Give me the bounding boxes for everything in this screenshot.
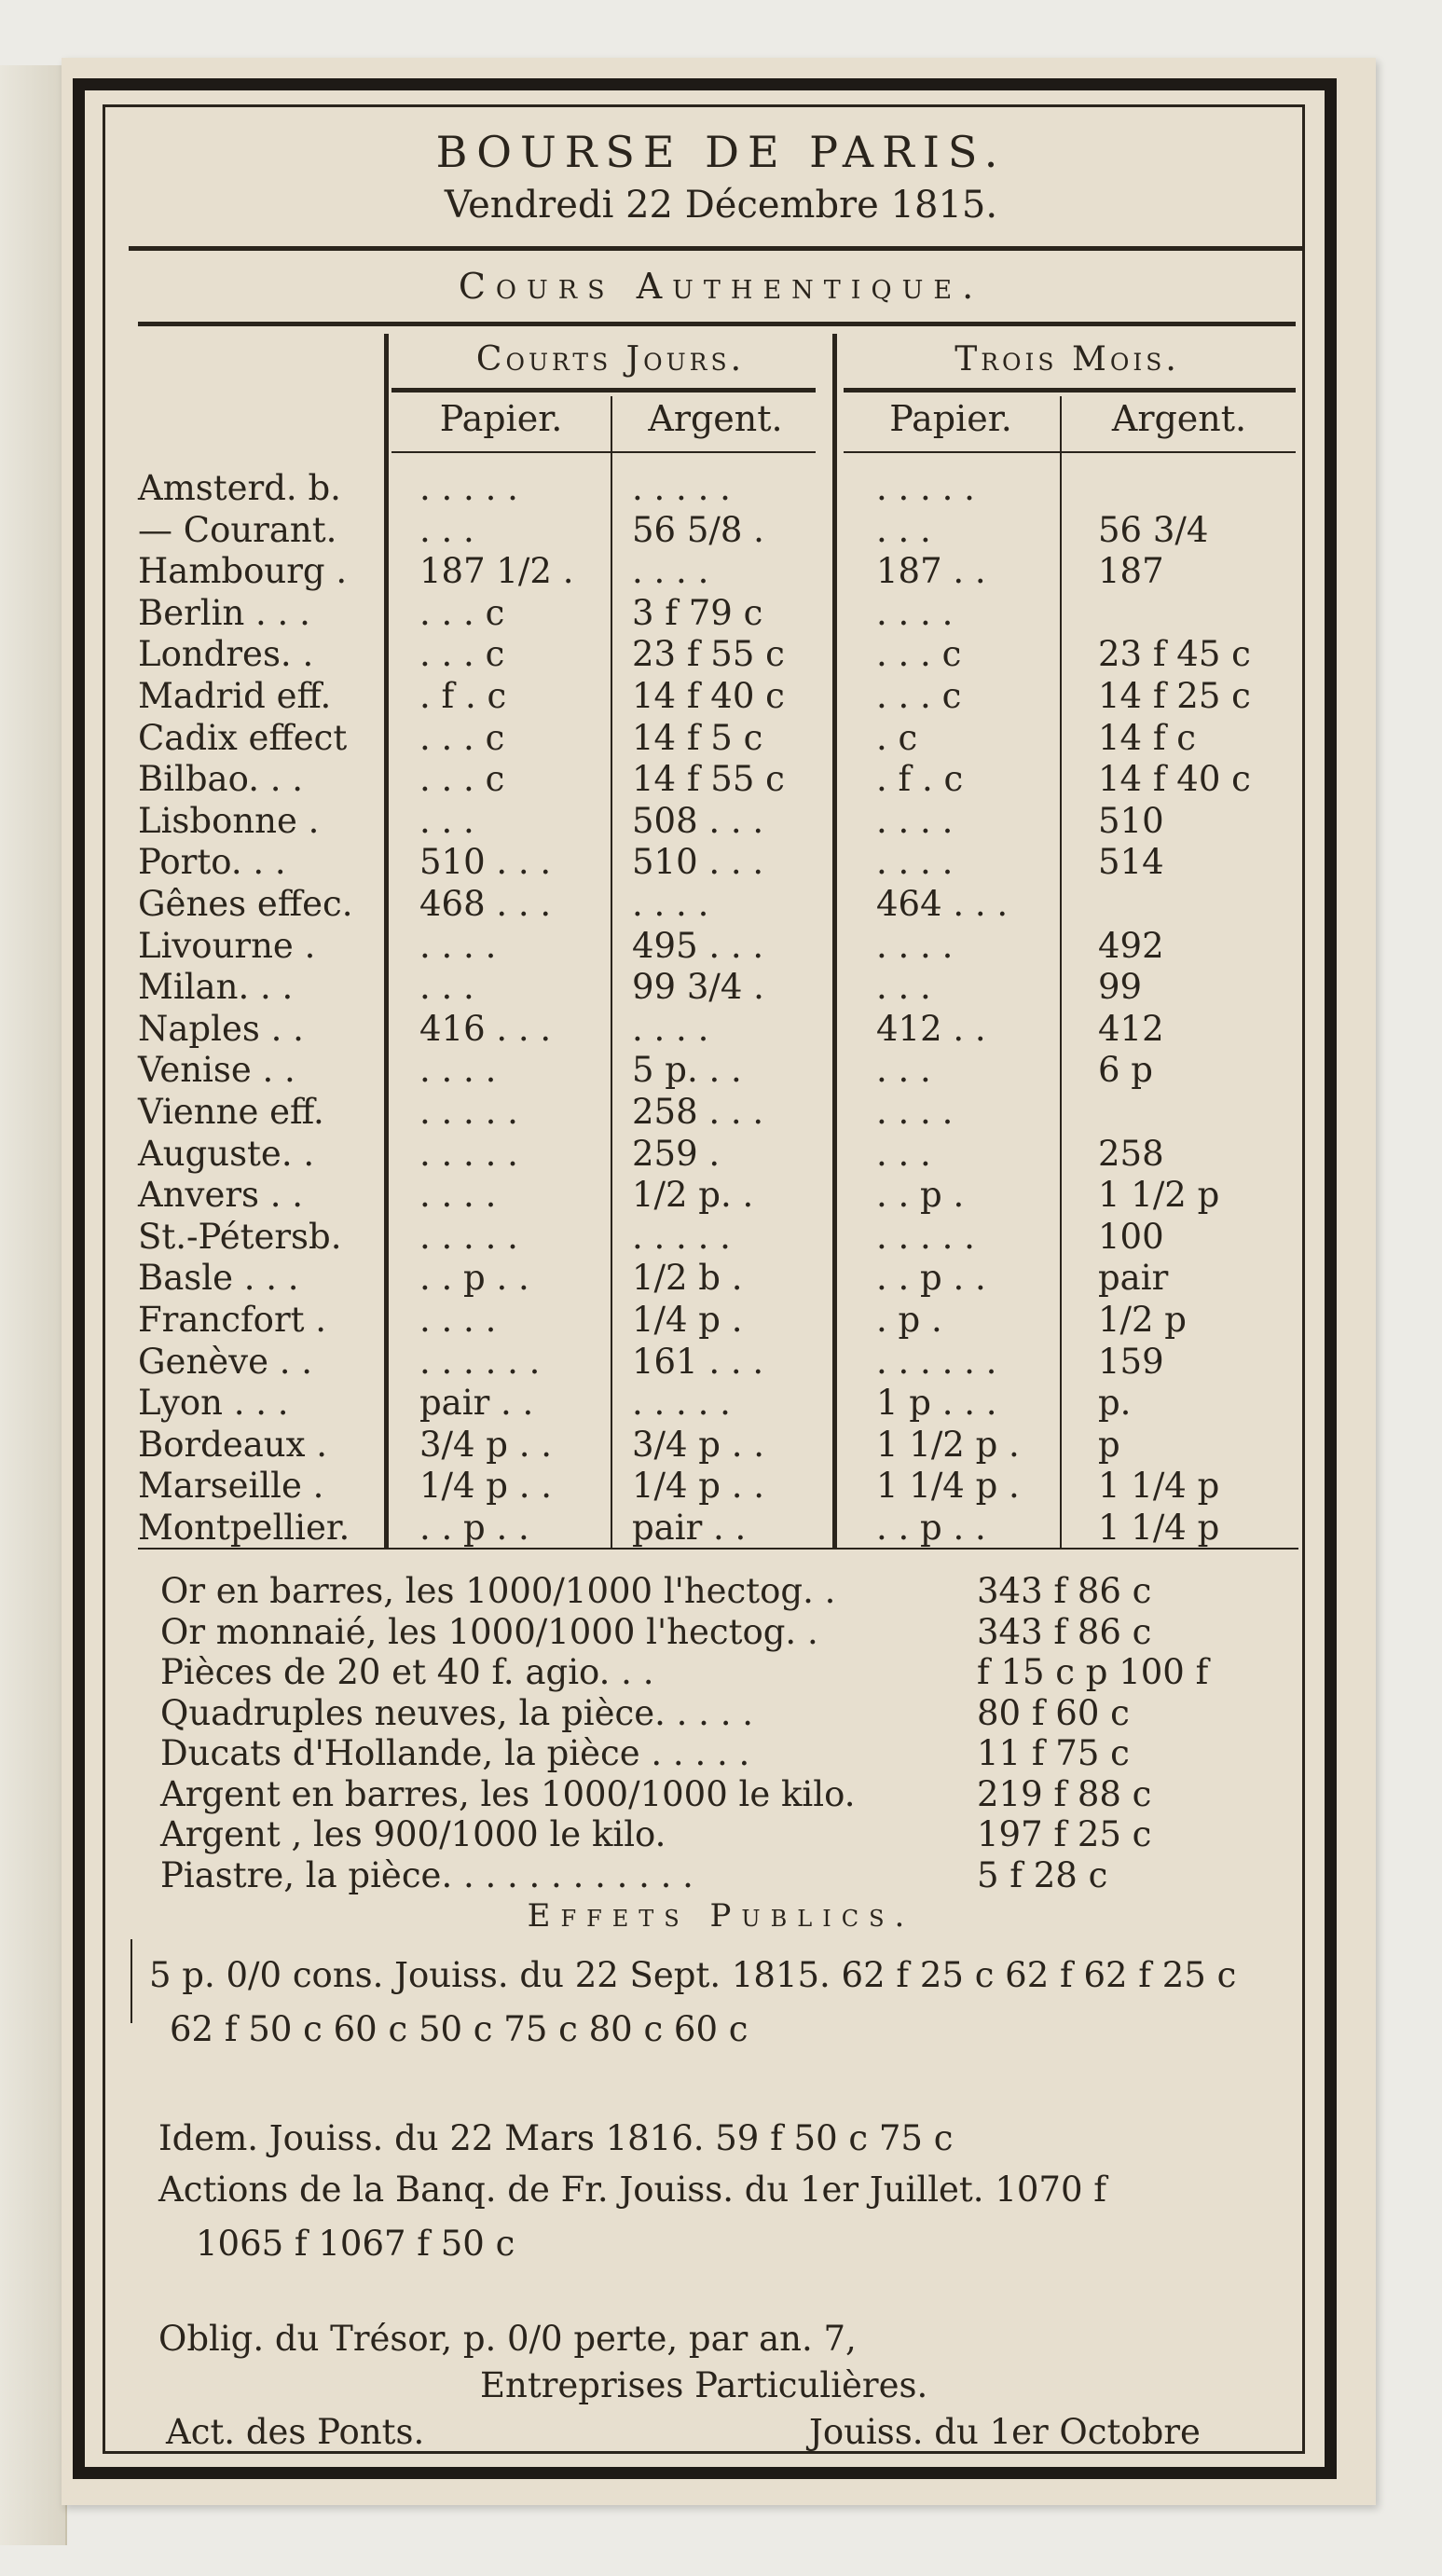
rate-trois-papier: 1 p . . .: [876, 1383, 997, 1423]
col-argent-2: Argent.: [1111, 398, 1247, 439]
rate-courts-papier: . . . . .: [419, 1092, 518, 1132]
metal-label: Or monnaié, les 1000/1000 l'hectog. .: [160, 1612, 818, 1652]
page-date: Vendredi 22 Décembre 1815.: [444, 184, 998, 227]
column-rule-1: [384, 334, 389, 1548]
rate-courts-argent: 259 .: [632, 1134, 721, 1174]
section-divider: [138, 322, 1296, 326]
rate-trois-argent: p: [1098, 1425, 1120, 1465]
rate-trois-papier: . f . c: [876, 759, 964, 799]
rate-trois-papier: 1 1/2 p .: [876, 1425, 1020, 1465]
metal-value: 343 f 86 c: [977, 1612, 1152, 1652]
rate-trois-argent: 100: [1098, 1217, 1164, 1257]
metal-value: 343 f 86 c: [977, 1571, 1152, 1611]
rate-courts-papier: . . .: [419, 510, 474, 550]
sub2-underline: [844, 451, 1296, 453]
rate-place: Auguste. .: [138, 1134, 315, 1174]
rate-courts-papier: . . . c: [419, 759, 505, 799]
rate-courts-argent: . . . . .: [632, 468, 731, 508]
rate-courts-argent: . . . . .: [632, 1383, 731, 1423]
effets-line-5: 1065 f 1067 f 50 c: [196, 2224, 515, 2264]
metal-value: 219 f 88 c: [977, 1774, 1152, 1814]
rate-courts-papier: . . . .: [419, 1175, 497, 1215]
rate-trois-papier: . . .: [876, 967, 931, 1007]
effets-line-8-left: Act. des Ponts.: [166, 2412, 425, 2452]
rate-courts-argent: . . . .: [632, 884, 709, 924]
metal-label: Argent en barres, les 1000/1000 le kilo.: [160, 1774, 856, 1814]
rate-place: Milan. . .: [138, 967, 294, 1007]
rate-courts-argent: pair . .: [632, 1508, 747, 1548]
sub1-underline: [391, 451, 816, 453]
rate-place: Genève . .: [138, 1342, 313, 1382]
rate-courts-papier: 1/4 p . .: [419, 1466, 553, 1506]
rate-trois-argent: 187: [1098, 551, 1164, 591]
rate-courts-papier: . . . . .: [419, 1134, 518, 1174]
metal-label: Quadruples neuves, la pièce. . . . .: [160, 1693, 753, 1733]
rate-courts-papier: 187 1/2 .: [419, 551, 574, 591]
effets-line-7: Entreprises Particulières.: [480, 2365, 928, 2405]
rate-trois-papier: . . . . . .: [876, 1342, 997, 1382]
rate-courts-papier: . . . . .: [419, 1217, 518, 1257]
rate-courts-argent: 508 . . .: [632, 801, 764, 841]
column-rule-3: [832, 334, 837, 1548]
rate-trois-argent: 14 f 40 c: [1098, 759, 1251, 799]
rate-courts-papier: . . p . .: [419, 1508, 529, 1548]
col-papier-2: Papier.: [889, 398, 1012, 439]
rate-trois-papier: 464 . . .: [876, 884, 1009, 924]
column-rule-2: [611, 396, 612, 1548]
rate-trois-papier: . . . . .: [876, 1217, 975, 1257]
rate-place: Marseille .: [138, 1466, 324, 1506]
metal-label: Argent , les 900/1000 le kilo.: [160, 1814, 666, 1854]
rate-place: Gênes effec.: [138, 884, 353, 924]
rate-trois-argent: 14 f 25 c: [1098, 676, 1251, 716]
rate-trois-papier: . . p .: [876, 1175, 965, 1215]
rate-trois-argent: 14 f c: [1098, 718, 1197, 758]
metal-label: Ducats d'Hollande, la pièce . . . . .: [160, 1733, 750, 1773]
rate-trois-papier: . . . .: [876, 1092, 954, 1132]
rate-courts-argent: 1/4 p . .: [632, 1466, 765, 1506]
metal-value: f 15 c p 100 f: [977, 1652, 1209, 1692]
rate-place: Anvers . .: [138, 1175, 304, 1215]
rate-courts-argent: . . . .: [632, 1009, 709, 1049]
rate-courts-argent: 56 5/8 .: [632, 510, 764, 550]
group1-underline: [391, 388, 816, 393]
rate-courts-papier: . . . .: [419, 1050, 497, 1090]
group2-underline: [844, 388, 1296, 393]
rate-courts-argent: 161 . . .: [632, 1342, 764, 1382]
rate-courts-papier: . . p . .: [419, 1258, 529, 1298]
column-rule-4: [1060, 396, 1062, 1548]
rate-place: Porto. . .: [138, 842, 286, 882]
rate-courts-papier: 468 . . .: [419, 884, 552, 924]
rate-trois-argent: 56 3/4: [1098, 510, 1209, 550]
col-argent-1: Argent.: [648, 398, 783, 439]
rate-courts-argent: 23 f 55 c: [632, 634, 785, 674]
column-group-trois-mois: Trois Mois.: [954, 340, 1180, 379]
rate-courts-papier: . . . .: [419, 926, 497, 966]
rate-trois-papier: . . .: [876, 1050, 931, 1090]
rate-courts-papier: . . . . . .: [419, 1342, 541, 1382]
rate-trois-papier: . . p . .: [876, 1258, 986, 1298]
rate-trois-papier: . . . . .: [876, 468, 975, 508]
rate-trois-argent: 510: [1098, 801, 1164, 841]
rate-trois-papier: 187 . .: [876, 551, 986, 591]
rate-courts-argent: 14 f 5 c: [632, 718, 763, 758]
rate-trois-papier: . . . .: [876, 593, 954, 633]
rate-trois-papier: 1 1/4 p .: [876, 1466, 1020, 1506]
rate-place: Bordeaux .: [138, 1425, 328, 1465]
effets-line-4: Actions de la Banq. de Fr. Jouiss. du 1er Juillet. 1070 f: [158, 2170, 1106, 2210]
rate-courts-papier: 510 . . .: [419, 842, 552, 882]
rate-courts-papier: 3/4 p . .: [419, 1425, 553, 1465]
rate-trois-papier: . . .: [876, 1134, 931, 1174]
rate-courts-argent: 3 f 79 c: [632, 593, 763, 633]
rate-trois-papier: . . . .: [876, 926, 954, 966]
rate-trois-argent: 258: [1098, 1134, 1164, 1174]
rate-courts-papier: . . . .: [419, 1300, 497, 1340]
rate-place: Vienne eff.: [138, 1092, 324, 1132]
metal-label: Piastre, la pièce. . . . . . . . . . . .: [160, 1855, 694, 1895]
rate-place: Lisbonne .: [138, 801, 320, 841]
rate-trois-argent: 99: [1098, 967, 1143, 1007]
rate-courts-papier: . . .: [419, 801, 474, 841]
rate-courts-argent: 1/2 b .: [632, 1258, 743, 1298]
rate-trois-papier: . . p . .: [876, 1508, 986, 1548]
rate-place: Londres. .: [138, 634, 314, 674]
rate-trois-argent: 514: [1098, 842, 1164, 882]
rate-courts-argent: 3/4 p . .: [632, 1425, 765, 1465]
rate-place: St.-Pétersb.: [138, 1217, 342, 1257]
column-group-courts-jours: Courts Jours.: [475, 340, 746, 379]
metal-value: 11 f 75 c: [977, 1733, 1130, 1773]
rate-trois-argent: 492: [1098, 926, 1164, 966]
rate-place: Lyon . . .: [138, 1383, 289, 1423]
rate-place: Montpellier.: [138, 1508, 350, 1548]
col-papier-1: Papier.: [439, 398, 563, 439]
page-title: BOURSE DE PARIS.: [435, 127, 1007, 177]
rate-place: Hambourg .: [138, 551, 348, 591]
rate-trois-papier: . . . .: [876, 842, 954, 882]
metal-value: 5 f 28 c: [977, 1855, 1108, 1895]
table-bottom-rule: [138, 1548, 1298, 1550]
rate-trois-papier: 412 . .: [876, 1009, 986, 1049]
rate-trois-argent: 412: [1098, 1009, 1164, 1049]
rate-courts-papier: . . . c: [419, 634, 505, 674]
rate-trois-papier: . . . .: [876, 801, 954, 841]
rate-trois-argent: 23 f 45 c: [1098, 634, 1251, 674]
rate-place: Venise . .: [138, 1050, 295, 1090]
header-divider: [129, 246, 1305, 251]
effets-line-3: Idem. Jouiss. du 22 Mars 1816. 59 f 50 c 75 c: [158, 2118, 954, 2158]
rate-trois-argent: p.: [1098, 1383, 1132, 1423]
rate-place: Madrid eff.: [138, 676, 332, 716]
effets-line-1: 5 p. 0/0 cons. Jouiss. du 22 Sept. 1815. 62 f 25 c 62 f 62 f 25 c: [149, 1955, 1237, 1995]
rate-place: Berlin . . .: [138, 593, 310, 633]
rate-courts-papier: . . . c: [419, 718, 505, 758]
effets-line-2: 62 f 50 c 60 c 50 c 75 c 80 c 60 c: [170, 2009, 748, 2049]
rate-courts-argent: 5 p. . .: [632, 1050, 742, 1090]
rate-place: Cadix effect: [138, 718, 348, 758]
rate-trois-argent: 1 1/4 p: [1098, 1466, 1220, 1506]
rate-place: Basle . . .: [138, 1258, 299, 1298]
rate-trois-argent: 6 p: [1098, 1050, 1153, 1090]
rate-courts-argent: . . . .: [632, 551, 709, 591]
rate-trois-papier: . . . c: [876, 634, 962, 674]
effets-publics-heading: Effets Publics.: [527, 1897, 915, 1935]
metal-label: Pièces de 20 et 40 f. agio. . .: [160, 1652, 654, 1692]
metal-value: 197 f 25 c: [977, 1814, 1152, 1854]
rate-trois-papier: . . .: [876, 510, 931, 550]
rate-courts-papier: . . . . .: [419, 468, 518, 508]
rate-place: Amsterd. b.: [138, 468, 341, 508]
metal-label: Or en barres, les 1000/1000 l'hectog. .: [160, 1571, 836, 1611]
adjacent-page-edge: [0, 65, 67, 2545]
effets-line-8-right: Jouiss. du 1er Octobre: [809, 2412, 1201, 2452]
rate-courts-argent: . . . . .: [632, 1217, 731, 1257]
rate-courts-argent: 258 . . .: [632, 1092, 764, 1132]
rate-courts-argent: 1/4 p .: [632, 1300, 743, 1340]
rate-courts-papier: 416 . . .: [419, 1009, 552, 1049]
rate-courts-argent: 14 f 40 c: [632, 676, 785, 716]
rate-place: Francfort .: [138, 1300, 327, 1340]
rate-trois-argent: 159: [1098, 1342, 1164, 1382]
rate-place: Livourne .: [138, 926, 316, 966]
rate-courts-papier: pair . .: [419, 1383, 534, 1423]
metal-value: 80 f 60 c: [977, 1693, 1130, 1733]
rate-courts-argent: 14 f 55 c: [632, 759, 785, 799]
rate-courts-papier: . . .: [419, 967, 474, 1007]
rate-trois-argent: pair: [1098, 1258, 1169, 1298]
rate-trois-papier: . c: [876, 718, 918, 758]
rate-courts-argent: 1/2 p. .: [632, 1175, 754, 1215]
effets-line-6: Oblig. du Trésor, p. 0/0 perte, par an. 7,: [158, 2319, 857, 2359]
rate-trois-argent: 1/2 p: [1098, 1300, 1187, 1340]
effets-side-rule: [130, 1939, 132, 2023]
rate-place: Bilbao. . .: [138, 759, 304, 799]
rate-courts-argent: 495 . . .: [632, 926, 764, 966]
rate-courts-argent: 99 3/4 .: [632, 967, 764, 1007]
rate-courts-papier: . f . c: [419, 676, 507, 716]
rate-courts-papier: . . . c: [419, 593, 505, 633]
rate-trois-argent: 1 1/2 p: [1098, 1175, 1220, 1215]
rate-courts-argent: 510 . . .: [632, 842, 764, 882]
section-title: Cours Authentique.: [458, 266, 984, 307]
rate-place: — Courant.: [138, 510, 337, 550]
rate-trois-papier: . . . c: [876, 676, 962, 716]
rate-trois-papier: . p .: [876, 1300, 942, 1340]
rate-place: Naples . .: [138, 1009, 304, 1049]
rate-trois-argent: 1 1/4 p: [1098, 1508, 1220, 1548]
